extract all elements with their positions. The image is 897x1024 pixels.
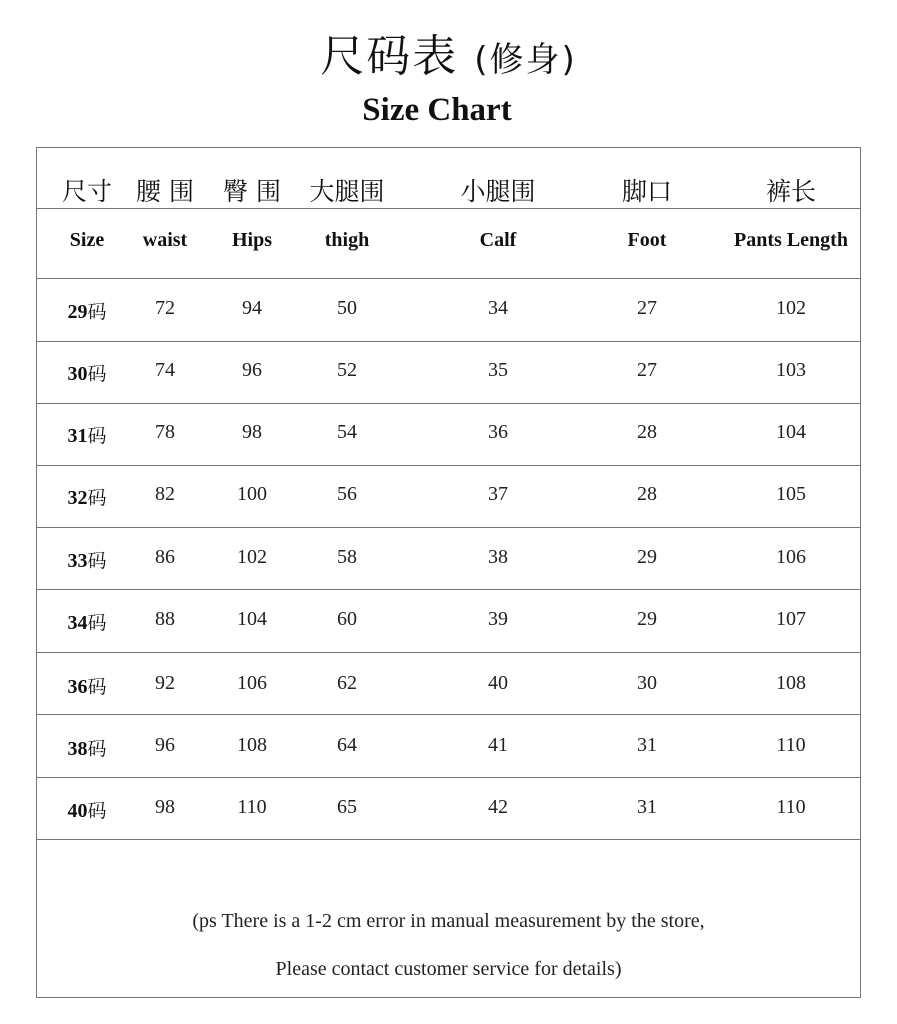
size-number: 31 [67, 425, 88, 447]
size-suffix: 码 [87, 487, 107, 509]
table-divider [36, 839, 861, 840]
header-en-hips: Hips [231, 229, 273, 251]
cell-hips: 98 [242, 421, 262, 443]
cell-thigh: 64 [337, 734, 357, 756]
cell-calf: 38 [488, 546, 508, 568]
size-number: 36 [67, 676, 88, 698]
cell-thigh: 58 [337, 546, 357, 568]
cell-foot: 29 [637, 608, 657, 630]
cell-foot: 27 [637, 359, 657, 381]
cell-hips: 104 [237, 608, 267, 630]
cell-thigh: 65 [337, 796, 357, 818]
size-number: 34 [67, 612, 88, 634]
size-number: 40 [67, 800, 88, 822]
header-cn-thigh: 大腿围 [309, 177, 385, 206]
cell-pants-length: 107 [776, 608, 806, 630]
size-cell [67, 483, 106, 510]
cell-calf: 42 [488, 796, 508, 818]
cell-calf: 34 [488, 297, 508, 319]
header-en-calf: Calf [479, 229, 517, 251]
cell-calf: 37 [488, 483, 508, 505]
size-cell [67, 546, 106, 573]
header-en-waist: waist [142, 229, 188, 251]
cell-waist: 92 [155, 672, 175, 694]
table-divider [36, 208, 861, 209]
header-cn-size: 尺寸 [61, 177, 113, 206]
header-cn-hips: 臀 围 [223, 177, 281, 206]
header-cn-calf: 小腿围 [460, 177, 536, 206]
table-divider [36, 403, 861, 404]
size-number: 30 [67, 363, 88, 385]
size-suffix: 码 [87, 676, 107, 698]
table-frame [36, 147, 861, 998]
cell-foot: 31 [637, 734, 657, 756]
note-line-2: Please contact customer service for details) [275, 958, 622, 980]
header-en-foot: Foot [627, 229, 667, 251]
cell-pants-length: 105 [776, 483, 806, 505]
cell-thigh: 50 [337, 297, 357, 319]
cell-foot: 30 [637, 672, 657, 694]
cell-hips: 102 [237, 546, 267, 568]
page-title-en: Size Chart [362, 92, 512, 128]
size-number: 38 [67, 738, 88, 760]
size-cell [67, 608, 106, 635]
cell-pants-length: 104 [776, 421, 806, 443]
header-en-thigh: thigh [324, 229, 370, 251]
size-number: 29 [67, 301, 88, 323]
cell-pants-length: 103 [776, 359, 806, 381]
cell-waist: 72 [155, 297, 175, 319]
cell-thigh: 60 [337, 608, 357, 630]
cell-waist: 96 [155, 734, 175, 756]
header-cn-foot: 脚口 [621, 177, 673, 206]
cell-foot: 31 [637, 796, 657, 818]
cell-waist: 98 [155, 796, 175, 818]
table-divider [36, 527, 861, 528]
cell-foot: 28 [637, 421, 657, 443]
table-divider [36, 341, 861, 342]
size-cell [67, 672, 106, 699]
size-suffix: 码 [87, 738, 107, 760]
size-cell [67, 734, 106, 761]
size-cell [67, 796, 106, 823]
cell-thigh: 54 [337, 421, 357, 443]
size-suffix: 码 [87, 301, 107, 323]
cell-thigh: 52 [337, 359, 357, 381]
header-cn-waist: 腰 围 [136, 177, 194, 206]
cell-waist: 88 [155, 608, 175, 630]
cell-hips: 100 [237, 483, 267, 505]
cell-waist: 86 [155, 546, 175, 568]
cell-calf: 40 [488, 672, 508, 694]
cell-pants-length: 106 [776, 546, 806, 568]
size-cell [67, 297, 106, 324]
cell-foot: 27 [637, 297, 657, 319]
cell-hips: 94 [242, 297, 262, 319]
cell-pants-length: 108 [776, 672, 806, 694]
size-suffix: 码 [87, 363, 107, 385]
cell-foot: 28 [637, 483, 657, 505]
cell-calf: 35 [488, 359, 508, 381]
cell-waist: 82 [155, 483, 175, 505]
header-en-size: Size [69, 229, 105, 251]
cell-thigh: 56 [337, 483, 357, 505]
cell-calf: 39 [488, 608, 508, 630]
cell-hips: 110 [237, 796, 267, 818]
cell-waist: 74 [155, 359, 175, 381]
size-cell [67, 421, 106, 448]
cell-foot: 29 [637, 546, 657, 568]
cell-calf: 41 [488, 734, 508, 756]
size-suffix: 码 [87, 800, 107, 822]
size-cell [67, 359, 106, 386]
page-title-cn [0, 20, 897, 84]
size-suffix: 码 [87, 612, 107, 634]
table-divider [36, 278, 861, 279]
title-cn-text: 尺码表 [320, 31, 459, 82]
cell-waist: 78 [155, 421, 175, 443]
cell-pants-length: 110 [776, 734, 806, 756]
cell-hips: 106 [237, 672, 267, 694]
size-number: 33 [67, 550, 88, 572]
cell-pants-length: 102 [776, 297, 806, 319]
note-line-1: (ps There is a 1-2 cm error in manual measurement by the store, [192, 910, 705, 932]
table-divider [36, 714, 861, 715]
table-divider [36, 777, 861, 778]
table-divider [36, 652, 861, 653]
cell-pants-length: 110 [776, 796, 806, 818]
header-en-pants-length: Pants Length [734, 229, 848, 251]
cell-hips: 108 [237, 734, 267, 756]
cell-hips: 96 [242, 359, 262, 381]
title-cn-paren: (修身) [474, 40, 577, 80]
cell-calf: 36 [488, 421, 508, 443]
table-divider [36, 589, 861, 590]
size-number: 32 [67, 487, 88, 509]
cell-thigh: 62 [337, 672, 357, 694]
header-cn-pants-length: 裤长 [765, 177, 817, 206]
size-suffix: 码 [87, 425, 107, 447]
size-suffix: 码 [87, 550, 107, 572]
table-divider [36, 465, 861, 466]
